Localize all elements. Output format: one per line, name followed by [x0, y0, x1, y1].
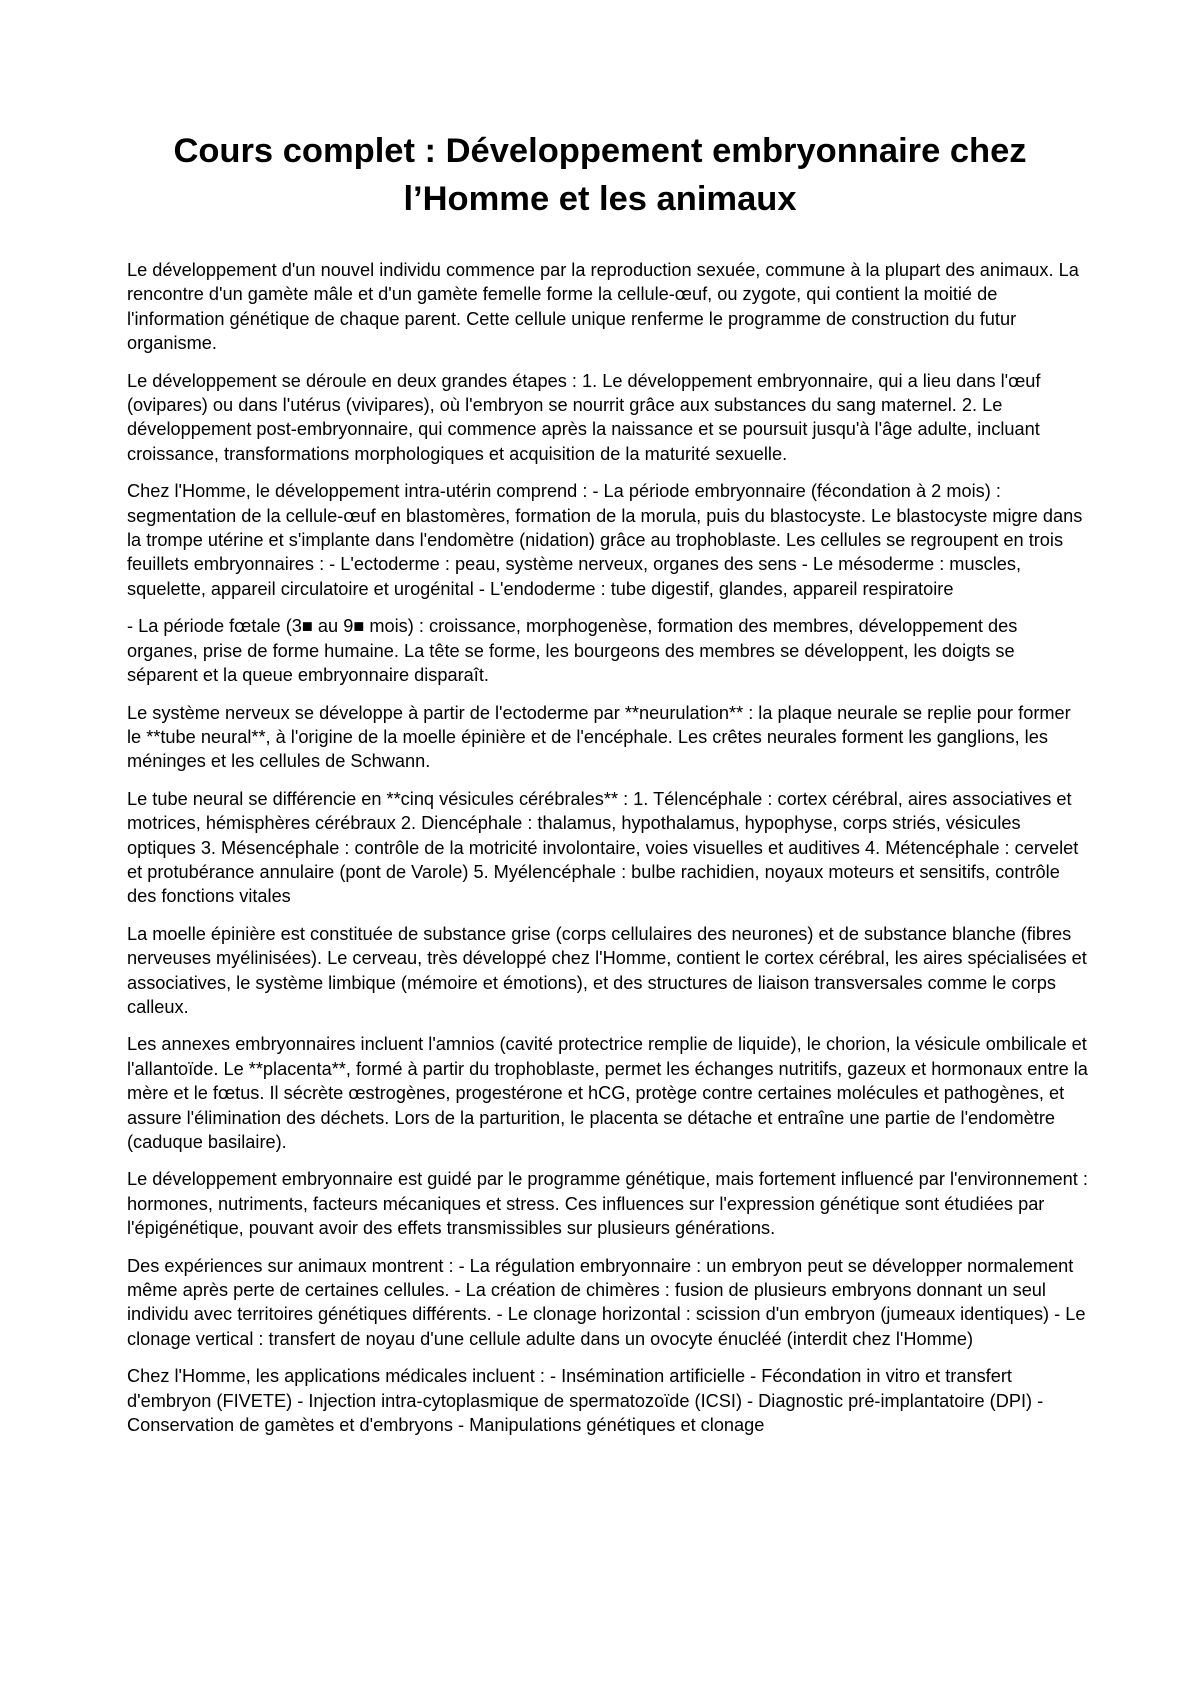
paragraph-neurulation: Le système nerveux se développe à partir de l'ectoderme par **neurulation** : la plaque neurale se replie pour former le **tube neural**, à l'origine de la moelle épinière et de l'encéphale. Les crêtes neurales forment les ganglions, les méninges et les cellules de Schwann.: [127, 702, 1071, 772]
paragraph-embryonic-annexes: Les annexes embryonnaires incluent l'amnios (cavité protectrice remplie de liquide), le chorion, la vésicule ombilicale et l'allantoïde. Le **placenta**, formé à partir du trophoblaste, permet les échanges nutritifs, gazeux et hormonaux entre la mère et le fœtus. Il sécrète œstrogènes, progestérone et hCG, protège contre certaines molécules et pathogènes, et assure l'élimination des déchets. Lors de la parturition, le placenta se détache et entraîne une partie de l'endomètre (caduque basilaire).: [127, 1034, 1088, 1152]
paragraph-reproduction: Le développement d'un nouvel individu commence par la reproduction sexuée, commune à la plupart des animaux. La rencontre d'un gamète mâle et d'un gamète femelle forme la cellule-œuf, ou zygote, qui contient la moitié de l'information génétique de chaque parent. Cette cellule unique renferme le programme de construction du futur organisme.: [127, 260, 1079, 354]
paragraph-epigenetics: Le développement embryonnaire est guidé par le programme génétique, mais fortement influencé par l'environnement : hormones, nutriments, facteurs mécaniques et stress. Ces influences sur l'expression génétique sont étudiées par l'épigénétique, pouvant avoir des effets transmissibles sur plusieurs générations.: [127, 1169, 1088, 1239]
paragraph-spinal-cord: La moelle épinière est constituée de substance grise (corps cellulaires des neurones) et de substance blanche (fibres nerveuses myélinisées). Le cerveau, très développé chez l'Homme, contient le cortex cérébral, les aires spécialisées et associatives, le système limbique (mémoire et émotions), et des structures de liaison transversales comme le corps calleux.: [127, 923, 1087, 1017]
paragraph-embryonic-period: Chez l'Homme, le développement intra-utérin comprend : - La période embryonnaire (fécondation à 2 mois) : segmentation de la cellule-œuf en blastomères, formation de la morula, puis du blastocyste. Le blastocyste migre dans la trompe utérine et s'implante dans l'endomètre (nidation) grâce au trophoblaste. Les cellules se regroupent en trois feuillets embryonnaires : - L'ectoderme : peau, système nerveux, organes des sens - Le mésoderme : muscles, squelette, appareil circulatoire et urogénital - L'endoderme : tube digestif, glandes, appareil respiratoire: [127, 481, 1083, 599]
paragraph-development-stages: Le développement se déroule en deux grandes étapes : 1. Le développement embryonnaire, qui a lieu dans l'œuf (ovipares) ou dans l'utérus (vivipares), où l'embryon se nourrit grâce aux substances du sang maternel. 2. Le développement post-embryonnaire, qui commence après la naissance et se poursuit jusqu'à l'âge adulte, incluant croissance, transformations morphologiques et acquisition de la maturité sexuelle.: [127, 370, 1041, 464]
paragraph-medical-applications: Chez l'Homme, les applications médicales incluent : - Insémination artificielle - Fécondation in vitro et transfert d'embryon (FIVETE) - Injection intra-cytoplasmique de spermatozoïde (ICSI) - Diagnostic pré-implantatoire (DPI) - Conservation de gamètes et d'embryons - Manipulations génétiques et clonage: [127, 1366, 1044, 1436]
document-title: Cours complet : Développement embryonnaire chez l’Homme et les animaux: [173, 132, 1027, 218]
paragraph-fetal-period: - La période fœtale (3■ au 9■ mois) : croissance, morphogenèse, formation des membres, développement des organes, prise de forme humaine. La tête se forme, les bourgeons des membres se développent, les doigts se séparent et la queue embryonnaire disparaît.: [127, 616, 1018, 686]
document-body: [127, 258, 1089, 1450]
paragraph-animal-experiments: Des expériences sur animaux montrent : - La régulation embryonnaire : un embryon peut se développer normalement même après perte de certaines cellules. - La création de chimères : fusion de plusieurs embryons donnant un seul individu avec territoires génétiques différents. - Le clonage horizontal : scission d'un embryon (jumeaux identiques) - Le clonage vertical : transfert de noyau d'une cellule adulte dans un ovocyte énucléé (interdit chez l'Homme): [127, 1255, 1086, 1349]
paragraph-brain-vesicles: Le tube neural se différencie en **cinq vésicules cérébrales** : 1. Télencéphale : cortex cérébral, aires associatives et motrices, hémisphères cérébraux 2. Diencéphale : thalamus, hypothalamus, hypophyse, corps striés, vésicules optiques 3. Mésencéphale : contrôle de la motricité involontaire, voies visuelles et auditives 4. Métencéphale : cervelet et protubérance annulaire (pont de Varole) 5. Myélencéphale : bulbe rachidien, noyaux moteurs et sensitifs, contrôle des fonctions vitales: [127, 788, 1079, 907]
